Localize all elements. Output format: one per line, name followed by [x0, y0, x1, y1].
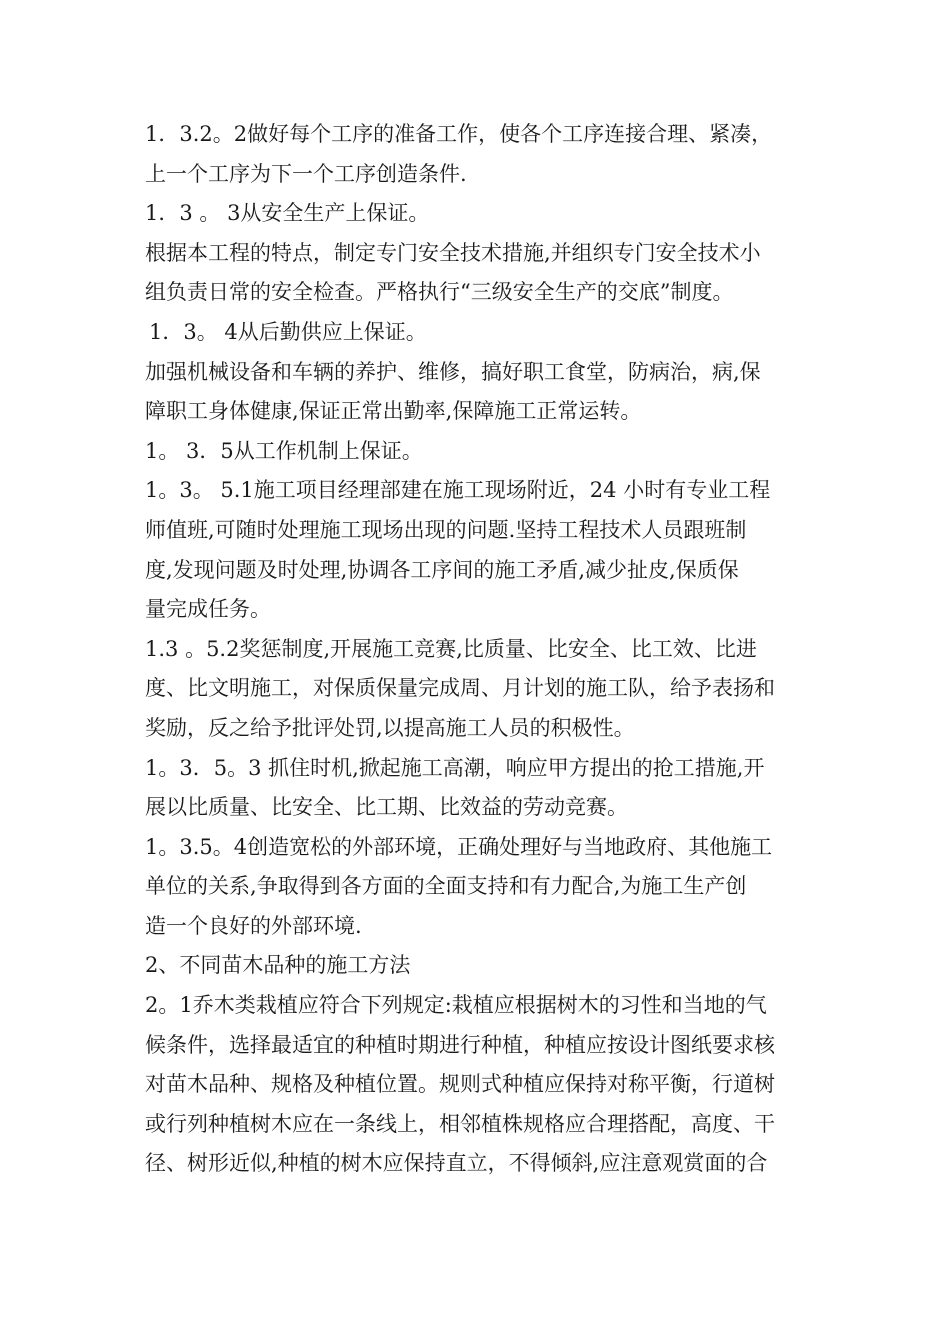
- text-line: 或行列种植树木应在一条线上，相邻植株规格应合理搭配，高度、干: [145, 1111, 775, 1136]
- text-line: 1．3.2。2做好每个工序的准备工作，使各个工序连接合理、紧凑，: [145, 122, 773, 146]
- section-heading: 1。 3．5从工作机制上保证。: [145, 438, 423, 463]
- text-line: 度、比文明施工，对保质保量完成周、月计划的施工队，给予表扬和: [145, 676, 775, 701]
- text-line: 量完成任务。: [145, 597, 271, 622]
- text-line: 根据本工程的特点，制定专门安全技术措施,并组织专门安全技术小: [145, 240, 761, 265]
- text-line: 2。1乔木类栽植应符合下列规定:栽植应根据树木的习性和当地的气: [145, 993, 767, 1018]
- text-line: 加强机械设备和车辆的养护、维修，搞好职工食堂，防病治，病,保: [145, 359, 761, 384]
- section-heading: 1．3。 4从后勤供应上保证。: [149, 319, 427, 344]
- text-line: 单位的关系,争取得到各方面的全面支持和有力配合,为施工生产创: [145, 874, 747, 899]
- text-line: 对苗木品种、规格及种植位置。规则式种植应保持对称平衡，行道树: [145, 1072, 775, 1097]
- text-line: 展以比质量、比安全、比工期、比效益的劳动竞赛。: [145, 795, 628, 820]
- text-line: 度,发现问题及时处理,协调各工序间的施工矛盾,减少扯皮,保质保: [145, 557, 739, 582]
- text-line: 上一个工序为下一个工序创造条件.: [145, 161, 467, 186]
- text-line: 障职工身体健康,保证正常出勤率,保障施工正常运转。: [145, 399, 642, 424]
- text-line: 师值班,可随时处理施工现场出现的问题.坚持工程技术人员跟班制: [145, 517, 747, 542]
- document-body: [145, 115, 807, 1184]
- text-line: 1。3。 5.1施工项目经理部建在施工现场附近，24 小时有专业工程: [145, 478, 771, 503]
- text-line: 径、树形近似,种植的树木应保持直立，不得倾斜,应注意观赏面的合: [145, 1151, 768, 1176]
- text-line: 1.3 。5.2奖惩制度,开展施工竞赛,比质量、比安全、比工效、比进: [145, 636, 757, 661]
- text-line: 1。3.5。4创造宽松的外部环境，正确处理好与当地政府、其他施工: [145, 834, 773, 859]
- text-line: 奖励，反之给予批评处罚,以提高施工人员的积极性。: [145, 715, 635, 740]
- section-heading: 2、不同苗木品种的施工方法: [145, 953, 411, 978]
- section-heading: 1．3 。 3从安全生产上保证。: [145, 201, 430, 226]
- text-line: 组负责日常的安全检查。严格执行“三级安全生产的交底”制度。: [145, 280, 734, 305]
- text-line: 1。3．5。3 抓住时机,掀起施工高潮，响应甲方提出的抢工措施,开: [145, 755, 765, 780]
- text-line: 造一个良好的外部环境.: [145, 913, 362, 938]
- text-line: 候条件，选择最适宜的种植时期进行种植，种植应按设计图纸要求核: [145, 1032, 775, 1057]
